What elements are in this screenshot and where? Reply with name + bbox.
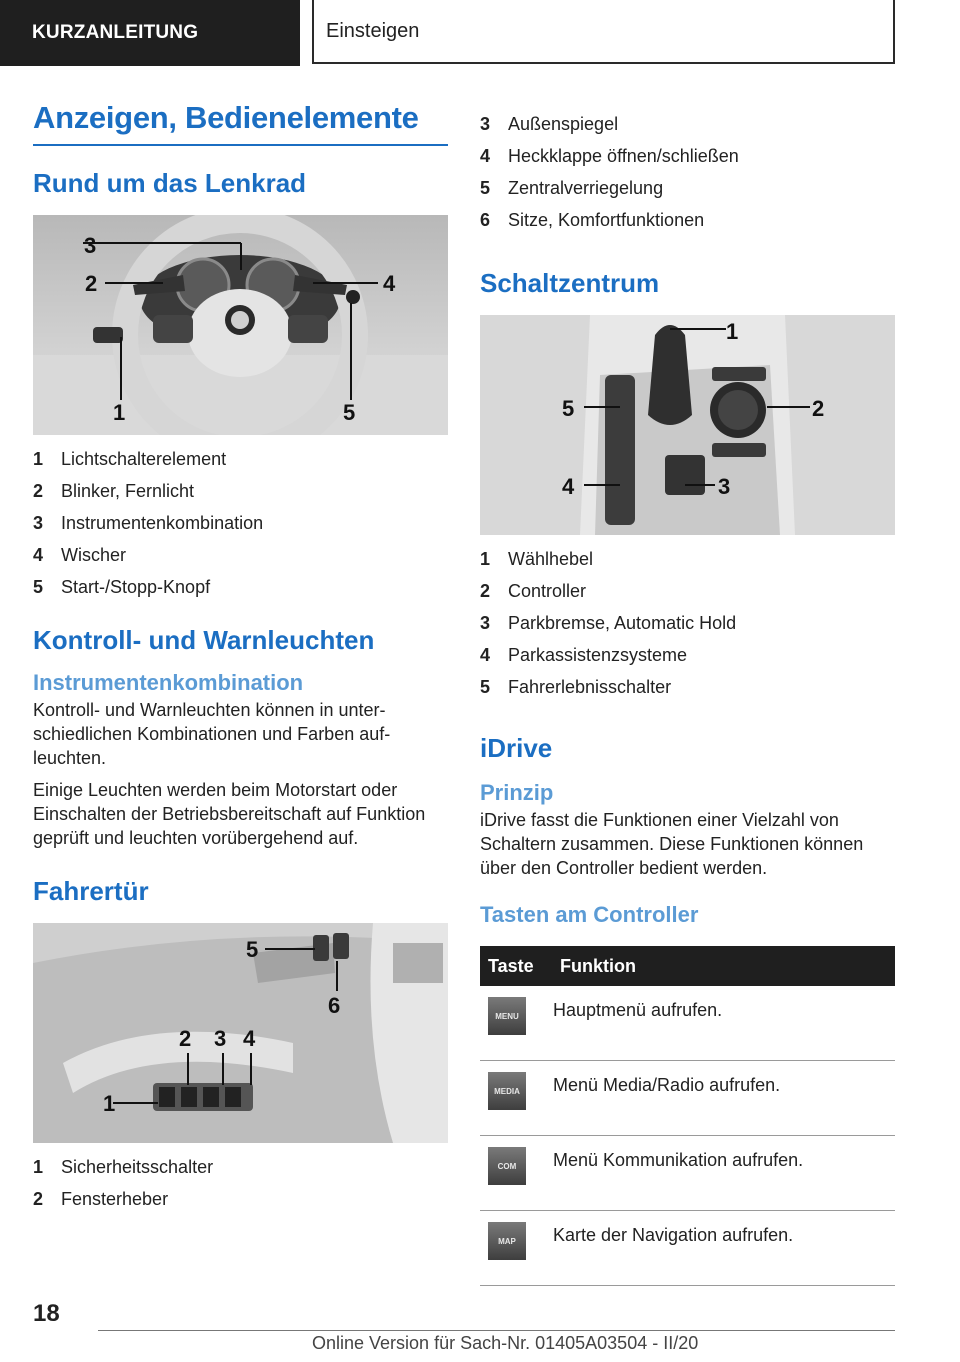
table-cell: Hauptmenü aufrufen. xyxy=(552,986,895,1061)
list-item: 4 Parkassistenzsysteme xyxy=(480,645,688,665)
list-item: 3 Instrumentenkombination xyxy=(33,513,264,533)
list-item: 1 Sicherheitsschalter xyxy=(33,1157,214,1177)
idrive-subheading: Prinzip xyxy=(480,780,554,805)
console-callout-2: 2 xyxy=(812,396,825,421)
console-callout-3: 3 xyxy=(718,474,731,499)
table-row xyxy=(480,1061,895,1136)
list-item: 2 Fensterheber xyxy=(33,1189,169,1209)
table-row xyxy=(480,1211,895,1286)
map-key-icon: MAP xyxy=(488,1222,526,1260)
com-key-icon: COM xyxy=(488,1147,526,1185)
table-header-function: Funktion xyxy=(552,946,895,986)
controller-keys-table xyxy=(480,946,895,1286)
door-legend-continued xyxy=(480,108,895,236)
door-callout-6: 6 xyxy=(328,993,341,1018)
footer-text: Online Version für Sach-Nr. 01405A03504 - II/20 xyxy=(312,1333,699,1353)
center-console-illustration xyxy=(480,315,895,535)
center-console-image xyxy=(480,315,895,535)
console-callout-4: 4 xyxy=(562,474,575,499)
list-item: 2 Controller xyxy=(480,581,587,601)
footer-divider xyxy=(98,1330,895,1331)
list-item: 3 Außenspiegel xyxy=(480,114,619,134)
steering-callout-1: 1 xyxy=(113,400,126,425)
list-item: 5 Start-/Stopp-Knopf xyxy=(33,577,211,597)
table-cell: Karte der Navigation aufrufen. xyxy=(552,1211,895,1286)
list-item: 1 Lichtschalterelement xyxy=(33,449,227,469)
warnings-heading: Kontroll- und Warnleuchten xyxy=(33,625,375,655)
menu-key-icon: MENU xyxy=(488,997,526,1035)
door-heading: Fahrertür xyxy=(33,876,149,906)
table-header-key: Taste xyxy=(480,946,552,986)
console-callout-5: 5 xyxy=(562,396,575,421)
console-heading: Schaltzentrum xyxy=(480,268,660,298)
list-item: 1 Wählhebel xyxy=(480,549,594,569)
warnings-subheading: Instrumentenkombination xyxy=(33,670,304,695)
table-cell: Menü Media/Radio aufrufen. xyxy=(552,1061,895,1136)
steering-wheel-image xyxy=(33,215,448,435)
steering-heading: Rund um das Lenkrad xyxy=(33,168,307,198)
page-number: 18 xyxy=(33,1300,60,1327)
console-callout-1: 1 xyxy=(726,319,739,344)
driver-door-image xyxy=(33,923,448,1143)
table-row xyxy=(480,1136,895,1211)
list-item: 2 Blinker, Fernlicht xyxy=(33,481,195,501)
left-column xyxy=(33,100,448,1215)
steering-callout-5: 5 xyxy=(343,400,356,425)
controller-keys-heading: Tasten am Controller xyxy=(480,902,699,927)
console-legend xyxy=(480,543,895,703)
steering-callout-4: 4 xyxy=(383,271,396,296)
warnings-paragraph-1: Kontroll- und Warnleuchten können in unterschiedlichen Kombinationen und Farben aufleuchten. xyxy=(33,700,391,768)
list-item: 3 Parkbremse, Automatic Hold xyxy=(480,613,737,633)
steering-legend xyxy=(33,443,448,603)
door-callout-1: 1 xyxy=(103,1091,116,1116)
table-cell: Menü Kommunikation aufrufen. xyxy=(552,1136,895,1211)
door-callout-3: 3 xyxy=(214,1026,227,1051)
list-item: 5 Zentralverriegelung xyxy=(480,178,664,198)
idrive-heading: iDrive xyxy=(480,733,553,763)
header-section-tab: KURZANLEITUNG xyxy=(0,0,300,66)
list-item: 4 Heckklappe öffnen/schließen xyxy=(480,146,739,166)
door-callout-5: 5 xyxy=(246,937,259,962)
driver-door-illustration xyxy=(33,923,448,1143)
list-item: 4 Wischer xyxy=(33,545,127,565)
page-title: Anzeigen, Bedienelemente xyxy=(33,100,448,146)
steering-callout-2: 2 xyxy=(85,271,98,296)
list-item: 5 Fahrerlebnisschalter xyxy=(480,677,672,697)
media-key-icon: MEDIA xyxy=(488,1072,526,1110)
table-row xyxy=(480,986,895,1061)
warnings-paragraph-2: Einige Leuchten werden beim Motorstart oder Einschalten der Betriebsbereitschaft auf Funktion geprüft und leuchten vorübergehend auf. xyxy=(33,780,426,848)
header-chapter: Einsteigen xyxy=(312,0,895,64)
door-callout-2: 2 xyxy=(179,1026,192,1051)
right-column xyxy=(480,108,895,1286)
door-callout-4: 4 xyxy=(243,1026,256,1051)
list-item: 6 Sitze, Komfortfunktionen xyxy=(480,210,705,230)
steering-callout-3: 3 xyxy=(84,233,97,258)
door-legend xyxy=(33,1151,448,1215)
table-header-row xyxy=(480,946,895,986)
idrive-paragraph: iDrive fasst die Funktionen einer Vielzahl von Schaltern zusammen. Diese Funktionen können über den Controller bedient werden. xyxy=(480,810,864,878)
